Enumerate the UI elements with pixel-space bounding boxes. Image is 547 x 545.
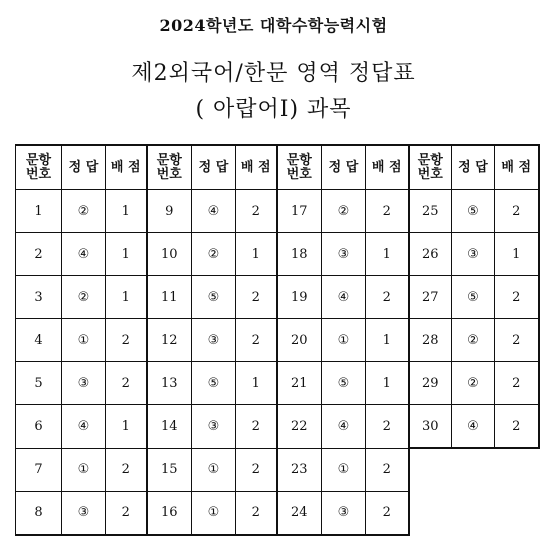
question-number: 15: [147, 448, 192, 491]
empty-cell: [495, 491, 539, 535]
header-score: 배 점: [366, 145, 409, 190]
header-question-no-line2: 번호: [156, 166, 182, 182]
answer-choice: ②: [452, 319, 495, 362]
header-answer: 정 답: [452, 145, 495, 190]
answer-choice: ⑤: [192, 276, 236, 319]
answer-choice: ④: [452, 405, 495, 449]
question-number: 27: [409, 276, 452, 319]
header-question-no: [147, 145, 192, 190]
score-value: 2: [495, 276, 539, 319]
answer-choice: ③: [192, 405, 236, 449]
score-value: 1: [106, 233, 147, 276]
score-value: 2: [495, 319, 539, 362]
answer-choice: ⑤: [192, 362, 236, 405]
question-number: 19: [277, 276, 322, 319]
score-value: 2: [106, 448, 147, 491]
answer-choice: ②: [62, 190, 106, 233]
answer-choice: ③: [322, 491, 366, 535]
question-number: 2: [16, 233, 62, 276]
answer-key-table: [15, 144, 540, 536]
score-value: 2: [236, 276, 277, 319]
score-value: 1: [495, 233, 539, 276]
answer-choice: ⑤: [452, 276, 495, 319]
document-title: 제2외국어/한문 영역 정답표: [131, 61, 416, 86]
answer-choice: ③: [192, 319, 236, 362]
table-header-row: [16, 145, 539, 190]
answer-choice: ③: [62, 362, 106, 405]
question-number: 16: [147, 491, 192, 535]
empty-cell: [495, 448, 539, 491]
answer-choice: ④: [322, 405, 366, 449]
answer-choice: ⑤: [452, 190, 495, 233]
header-question-no-line2: 번호: [25, 166, 52, 182]
score-value: 2: [366, 276, 409, 319]
question-number: 12: [147, 319, 192, 362]
header-question-no-line1: 문항: [25, 152, 52, 168]
score-value: 2: [495, 362, 539, 405]
header-answer: 정 답: [322, 145, 366, 190]
answer-choice: ①: [192, 491, 236, 535]
table-row: [16, 405, 539, 449]
answer-choice: ③: [452, 233, 495, 276]
header-question-no: [409, 145, 452, 190]
answer-choice: ④: [322, 276, 366, 319]
question-number: 25: [409, 190, 452, 233]
header-answer: 정 답: [62, 145, 106, 190]
score-value: 2: [366, 491, 409, 535]
header-score: 배 점: [495, 145, 539, 190]
answer-choice: ④: [192, 190, 236, 233]
answer-choice: ④: [62, 405, 106, 449]
header-question-no-line1: 문항: [156, 152, 182, 168]
header-question-no-line1: 문항: [417, 152, 443, 168]
score-value: 2: [106, 362, 147, 405]
question-number: 30: [409, 405, 452, 449]
question-number: 24: [277, 491, 322, 535]
score-value: 2: [236, 491, 277, 535]
score-value: 1: [366, 362, 409, 405]
score-value: 1: [106, 405, 147, 449]
header-question-no: [277, 145, 322, 190]
score-value: 2: [106, 491, 147, 535]
answer-choice: ①: [62, 319, 106, 362]
header-score: 배 점: [236, 145, 277, 190]
score-value: 2: [366, 448, 409, 491]
score-value: 1: [106, 276, 147, 319]
header-question-no-line2: 번호: [286, 166, 312, 182]
score-value: 2: [106, 319, 147, 362]
answer-choice: ③: [322, 233, 366, 276]
answer-choice: ①: [322, 448, 366, 491]
score-value: 2: [495, 405, 539, 449]
empty-cell: [409, 448, 452, 491]
score-value: 2: [236, 190, 277, 233]
question-number: 28: [409, 319, 452, 362]
question-number: 8: [16, 491, 62, 535]
question-number: 7: [16, 448, 62, 491]
score-value: 1: [106, 190, 147, 233]
table-row: [16, 190, 539, 233]
exam-year-heading: 2024학년도 대학수학능력시험: [159, 16, 388, 35]
question-number: 18: [277, 233, 322, 276]
question-number: 3: [16, 276, 62, 319]
question-number: 1: [16, 190, 62, 233]
empty-cell: [409, 491, 452, 535]
answer-choice: ③: [62, 491, 106, 535]
answer-choice: ②: [452, 362, 495, 405]
header-question-no-line1: 문항: [286, 152, 312, 168]
score-value: 2: [366, 405, 409, 449]
answer-choice: ④: [62, 233, 106, 276]
question-number: 13: [147, 362, 192, 405]
table-row: [16, 362, 539, 405]
header-score: 배 점: [106, 145, 147, 190]
question-number: 26: [409, 233, 452, 276]
question-number: 9: [147, 190, 192, 233]
question-number: 22: [277, 405, 322, 449]
table-row: [16, 448, 539, 491]
answer-choice: ①: [62, 448, 106, 491]
table-row: [16, 276, 539, 319]
question-number: 10: [147, 233, 192, 276]
score-value: 2: [236, 319, 277, 362]
question-number: 17: [277, 190, 322, 233]
question-number: 14: [147, 405, 192, 449]
table-row: [16, 233, 539, 276]
question-number: 6: [16, 405, 62, 449]
table-row: [16, 491, 539, 535]
question-number: 11: [147, 276, 192, 319]
question-number: 23: [277, 448, 322, 491]
header-answer: 정 답: [192, 145, 236, 190]
question-number: 5: [16, 362, 62, 405]
answer-choice: ②: [62, 276, 106, 319]
header-question-no: [16, 145, 62, 190]
answer-choice: ②: [192, 233, 236, 276]
answer-choice: ①: [322, 319, 366, 362]
question-number: 20: [277, 319, 322, 362]
score-value: 2: [236, 405, 277, 449]
question-number: 29: [409, 362, 452, 405]
answer-choice: ②: [322, 190, 366, 233]
answer-choice: ⑤: [322, 362, 366, 405]
score-value: 2: [236, 448, 277, 491]
score-value: 1: [366, 319, 409, 362]
answer-choice: ①: [192, 448, 236, 491]
question-number: 21: [277, 362, 322, 405]
score-value: 1: [366, 233, 409, 276]
score-value: 1: [236, 233, 277, 276]
score-value: 2: [495, 190, 539, 233]
score-value: 2: [366, 190, 409, 233]
score-value: 1: [236, 362, 277, 405]
question-number: 4: [16, 319, 62, 362]
document-subtitle: ( 아랍어Ⅰ) 과목: [195, 97, 352, 122]
empty-cell: [452, 448, 495, 491]
empty-cell: [452, 491, 495, 535]
header-question-no-line2: 번호: [417, 166, 443, 182]
table-row: [16, 319, 539, 362]
